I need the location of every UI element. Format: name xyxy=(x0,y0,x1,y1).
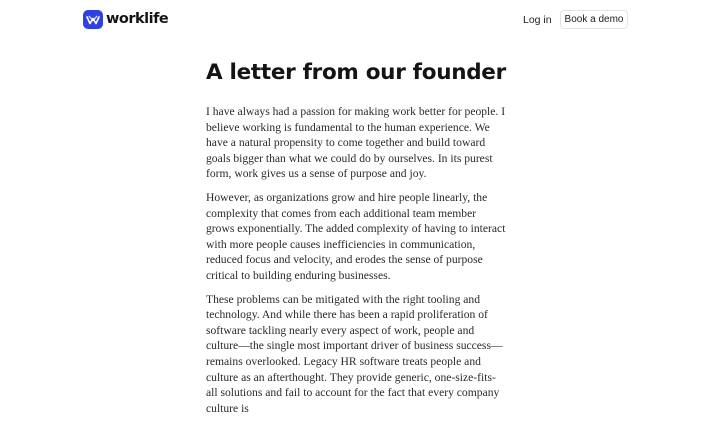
brand-name: worklife xyxy=(106,11,169,27)
brand-logo[interactable] xyxy=(83,10,168,29)
letter-body xyxy=(206,104,506,424)
book-demo-button[interactable]: Book a demo xyxy=(560,10,628,29)
site-header xyxy=(0,0,711,40)
paragraph: However, as organizations grow and hire people linearly, the complexity that comes from each additional team member grows exponentially. The added complexity of having to interact with more people causes inefficiencies in communication, reduced focus and velocity, and erodes the sense of purpose critical to building enduring businesses. xyxy=(206,190,506,282)
login-link[interactable]: Log in xyxy=(523,14,552,26)
worklife-logo-icon xyxy=(83,10,103,29)
paragraph: These problems can be mitigated with the right tooling and technology. And while there has been a rapid proliferation of software tackling nearly every aspect of work, people and culture—the single most important driver of business success—remains overlooked. Legacy HR software treats people and culture as an afterthought. They provide generic, one-size-fits-all solutions and fail to account for the fact that every company culture is xyxy=(206,292,503,415)
paragraph: I have always had a passion for making work better for people. I believe working is fundamental to the human experience. We have a natural propensity to come together and build toward goals bigger than what we could do by ourselves. In its purest form, work gives us a sense of purpose and joy. xyxy=(206,105,506,181)
page-title: A letter from our founder xyxy=(206,60,506,85)
